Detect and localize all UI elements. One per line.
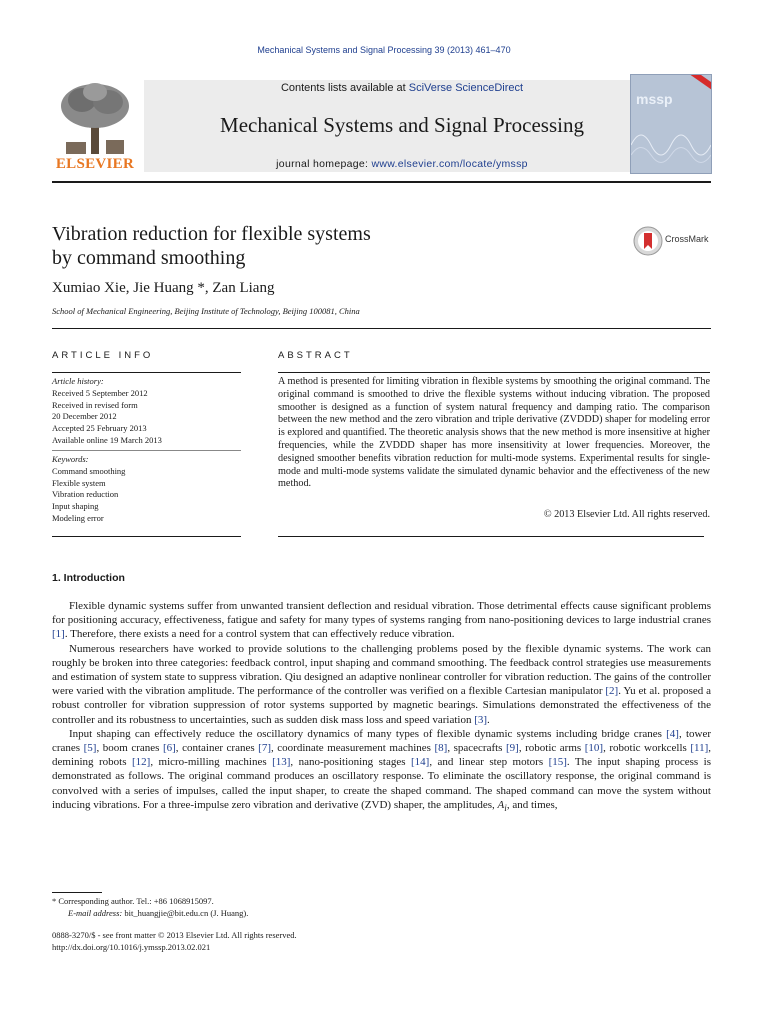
citation-link[interactable]: [2]: [605, 685, 619, 698]
footnote: [52, 895, 248, 919]
keyword: Command smoothing: [52, 465, 126, 476]
paragraph: Flexible dynamic systems suffer from unwanted transient deflection and residual vibration. Those detrimental effects cause significant problems for positioning accuracy, effectiveness, fatigue and safety for many types of systems ranging from nano-positioning devices to large industrial cranes [1]. Therefore, there exists a need for a control system that can effectively reduce vibration.: [52, 600, 711, 641]
body-text: [52, 599, 711, 815]
elsevier-wordmark: ELSEVIER: [55, 156, 135, 172]
journal-title: Mechanical Systems and Signal Processing: [220, 113, 584, 137]
contents-prefix: Contents lists available at: [280, 82, 409, 94]
running-head[interactable]: Mechanical Systems and Signal Processing 39 (2013) 461–470: [257, 45, 511, 55]
issn-line: 0888-3270/$ - see front matter © 2013 Elsevier Ltd. All rights reserved.: [52, 930, 297, 940]
citation-link[interactable]: [14]: [410, 756, 430, 769]
citation-link[interactable]: [9]: [506, 742, 519, 755]
authors: Xumiao Xie, Jie Huang *, Zan Liang: [52, 280, 275, 296]
abstract-rule-bottom: [278, 536, 704, 537]
email-label: E-mail address:: [68, 908, 123, 918]
article-title: [52, 222, 512, 270]
crossmark-icon: [633, 226, 663, 256]
cover-title: mssp: [636, 91, 673, 107]
email-line: [52, 907, 248, 919]
info-rule-mid: [52, 450, 241, 451]
corresponding-author: * Corresponding author. Tel.: +86 1068915097.: [52, 896, 214, 906]
history-item: Accepted 25 February 2013: [52, 423, 147, 434]
abstract-heading: ABSTRACT: [278, 350, 353, 361]
contents-line: [144, 80, 660, 96]
citation-link[interactable]: [6]: [162, 742, 176, 755]
citation-link[interactable]: [13]: [272, 756, 291, 769]
journal-cover-thumbnail[interactable]: [630, 74, 712, 174]
keyword: Modeling error: [52, 512, 104, 523]
abstract-rule-top: [278, 372, 710, 373]
citation-link[interactable]: [1]: [52, 628, 65, 641]
history-label: Article history:: [52, 376, 104, 386]
footnote-rule: [52, 892, 102, 893]
keyword: Flexible system: [52, 477, 106, 488]
cover-ribbon: [685, 74, 712, 94]
citation-link[interactable]: [5]: [83, 742, 97, 755]
citation-link[interactable]: [12]: [131, 756, 151, 769]
elsevier-tree-logo: [52, 80, 138, 172]
math-symbol: A: [497, 798, 505, 811]
section-heading-introduction: 1. Introduction: [52, 572, 125, 584]
article-info-heading: ARTICLE INFO: [52, 350, 154, 361]
math-subscript: i: [504, 803, 507, 814]
paragraph: Numerous researchers have worked to provide solutions to the challenging problems posed by the flexible dynamic systems. The work can roughly be broken into three categories: feedback control, input shaping and command smoothing. The feedback control strategies use measurements and estimation of system state to suppress vibration. Qiu designed an adaptive nonlinear controller for vibration reduction. The gains of the controller were varied with the vibration amplitude. The performance of the controller was verified on a flexible Cartesian manipulator [2]. Yu et al. proposed a robust controller for vibration suppression of rotor systems supported by magnetic bearings. Simulations demonstrated the effectiveness of the controller and its robustness to uncertainties, such as sudden disk mass loss and speed variation [3].: [52, 642, 711, 726]
homepage-prefix: journal homepage:: [276, 158, 372, 170]
keywords-label: Keywords:: [52, 454, 89, 464]
history-item: Available online 19 March 2013: [52, 434, 162, 445]
cover-wave-icon: [631, 115, 711, 173]
keyword: Input shaping: [52, 501, 99, 512]
doi-link[interactable]: http://dx.doi.org/10.1016/j.ymssp.2013.02.021: [52, 941, 211, 952]
keywords: [52, 454, 242, 525]
homepage-link[interactable]: www.elsevier.com/locate/ymssp: [371, 158, 528, 170]
citation-link[interactable]: [10]: [584, 742, 604, 755]
title-line-1: Vibration reduction for flexible systems: [52, 223, 371, 245]
paragraph: Input shaping can effectively reduce the oscillatory dynamics of many types of flexible dynamic systems including bridge cranes [4], tower cranes [5], boom cranes [6], container cranes [7], coordinate measurement machines [8], spacecrafts [9], robotic arms [10], robotic workcells [11], demining robots [12], micro-milling machines [13], nano-positioning stages [14], and linear step motors [15]. The input shaping process is demonstrated as follows. The original command produces an oscillatory response. To eliminate the oscillatory response, the original command is convolved with a series of impulses, called the input shaper, to create the shaped command. The shaped command can move the system without inducing vibrations. For a three-impulse zero vibration and derivative (ZVD) shaper, the amplitudes, $A_i$, and times,: [52, 727, 712, 814]
crossmark-label: CrossMark: [665, 234, 709, 244]
keyword: Vibration reduction: [52, 489, 119, 500]
tree-icon: [52, 80, 138, 156]
email-address[interactable]: bit_huangjie@bit.edu.cn (J. Huang).: [122, 908, 249, 918]
citation-link[interactable]: [8]: [434, 742, 448, 755]
front-matter: [52, 930, 297, 953]
masthead-band: [144, 80, 660, 172]
journal-masthead: [52, 80, 712, 174]
history-item: Received 5 September 2012: [52, 387, 148, 398]
copyright: © 2013 Elsevier Ltd. All rights reserved.: [543, 509, 710, 520]
citation-link[interactable]: [3]: [474, 713, 488, 726]
masthead-rule: [52, 181, 711, 183]
citation-link[interactable]: [4]: [666, 727, 679, 740]
sciencedirect-link[interactable]: SciVerse ScienceDirect: [408, 82, 524, 94]
history-item: Received in revised form: [52, 399, 138, 410]
history-item: 20 December 2012: [52, 411, 117, 422]
header-rule: [52, 328, 711, 329]
crossmark-badge[interactable]: [633, 226, 713, 256]
citation-link[interactable]: [15]: [548, 756, 567, 769]
citation-link[interactable]: [11]: [690, 742, 709, 755]
affiliation: School of Mechanical Engineering, Beijing Institute of Technology, Beijing 100081, China: [52, 306, 360, 316]
info-rule-top: [52, 372, 241, 373]
title-line-2: by command smoothing: [52, 247, 246, 269]
homepage-line: [144, 158, 660, 170]
citation-link[interactable]: [7]: [258, 742, 271, 755]
abstract-text: A method is presented for limiting vibration in flexible systems by smoothing the original command. The original command is smoothed to drive the flexible systems without inducing vibration. The proposed smoother is designed as a function of system natural frequency and damping ratio. The comparison between the new method and the zero vibration and triple derivative (ZVDDD) shaper for modeling error is explored and quantified. The theoretic analysis shows that the new method is more insensitive at higher frequencies, while the ZVDDD shaper has more insensitivity at lower frequencies. Moreover, the designed smoother benefits vibration reduction for multi-mode systems. Experimental results for single-mode and multi-mode systems validate the simulated dynamic behavior and the effectiveness of the new method.: [278, 376, 710, 490]
info-rule-bottom: [52, 536, 241, 537]
article-history: [52, 376, 242, 447]
